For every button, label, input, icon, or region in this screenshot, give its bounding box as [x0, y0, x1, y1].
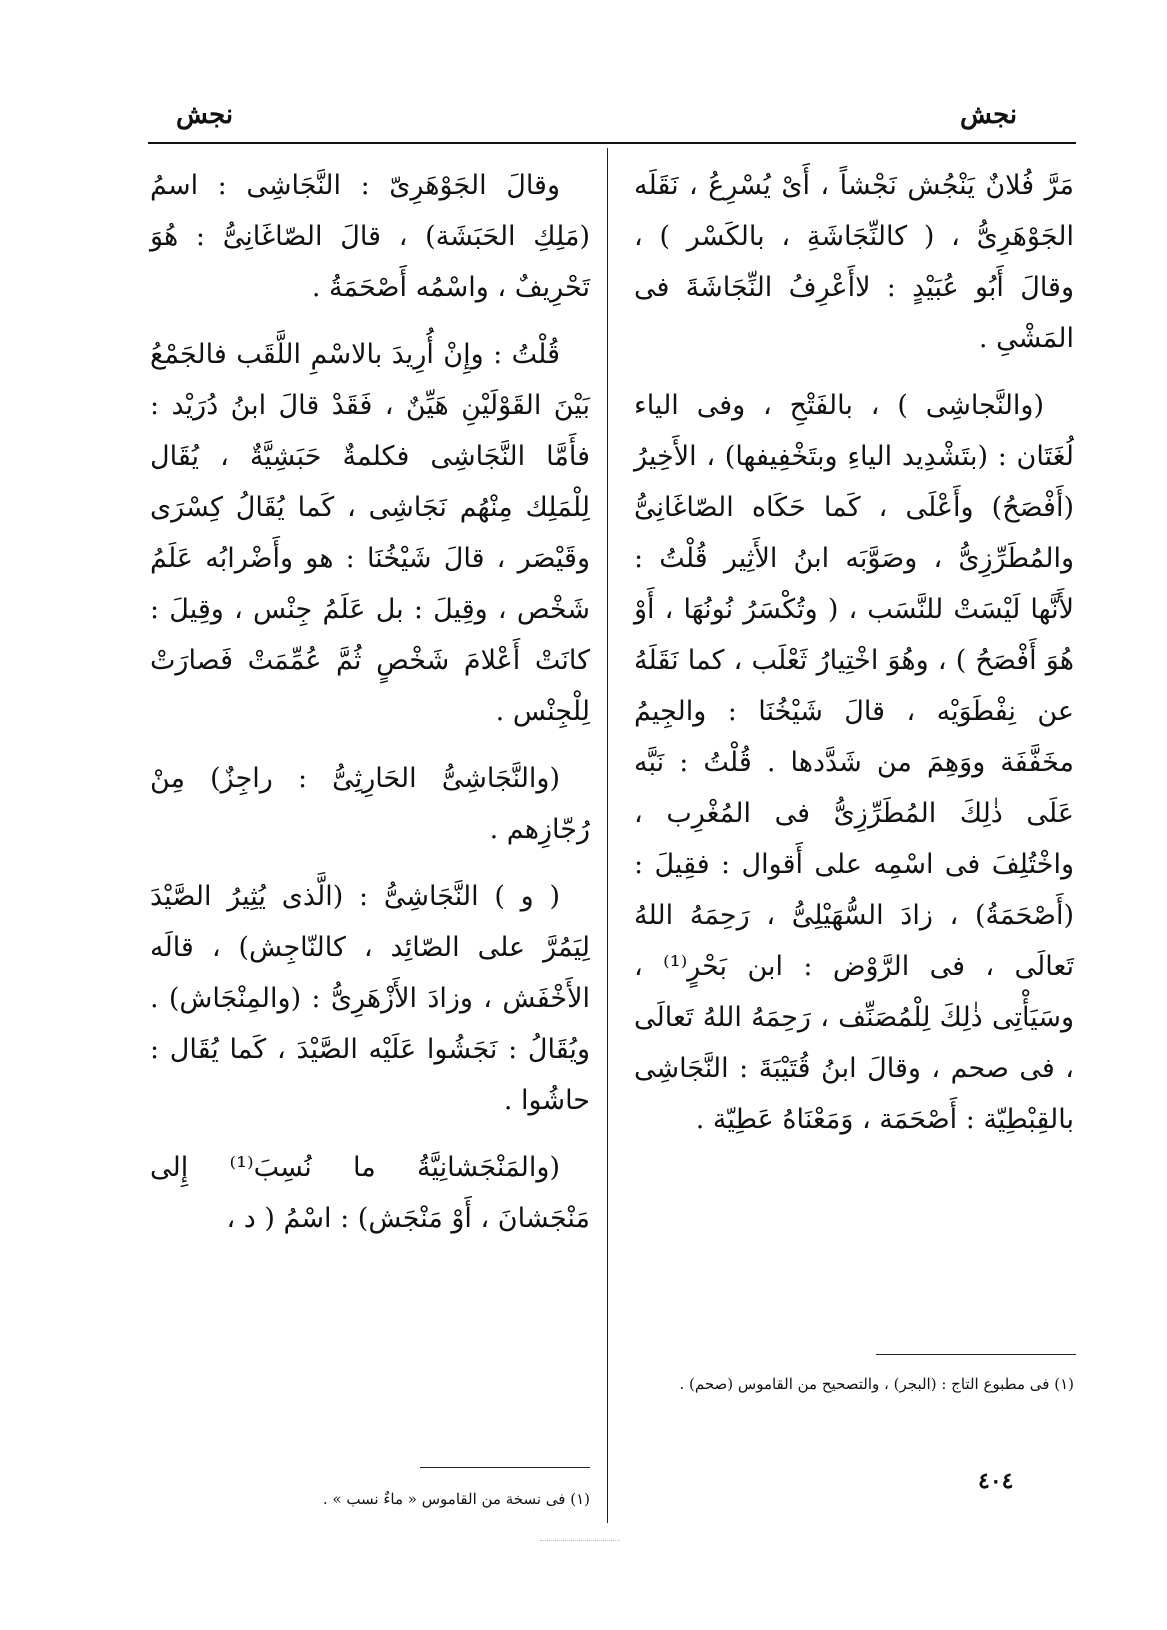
right-paragraph-2: (والنَّجاشِى ) ، بالفَتْحِ ، وفى الياء لُغَتَان : (بتَشْدِيد الياءِ وبتَخْفِيفها) ، الأَخِيرُ (أَفْصَحُ) وأَعْلَى ، كَما حَكَاه الصّاغَانِىُّ والمُطَرِّزِىُّ ، وصَوَّبَه ابنُ الأَثِير قُلْتُ : لأَنَّها لَيْسَتْ للنَّسَب ، ( وتُكْسَرُ نُونُهَا ، أَوْ هُوَ أَفْصَحُ ) ، وهُوَ اخْتِيارُ ثَعْلَب ، كما نَقَلَهُ عن نِفْطَوَيْه ، قالَ شَيْخُنَا : والجِيمُ مخَفَّفَة ووَهِمَ من شَدَّدها . قُلْتُ : نَبَّه عَلَى ذٰلِكَ المُطَرِّزِىُّ فى المُغْرِب ، واخْتُلِفَ فى اسْمِه على أَقوال : فقِيلَ : (أَصْحَمَةُ) ، زادَ السُّهَيْلِىُّ ، رَحِمَهُ اللهُ تَعالَى ، فى الرَّوْض : ابن بَحْرٍ⁽¹⁾ ، وسَيَأْتِى ذٰلِكَ لِلْمُصَنِّف ، رَحِمَهُ اللهُ تَعالَى ، فى صحم ، وقالَ ابنُ قُتَيْبَةَ : النَّجَاشِى بالقِبْطِيّة : أَصْحَمَة ، وَمَعْنَاهُ عَطِيّة . [634, 390, 1074, 1135]
left-column [150, 160, 590, 1260]
footnote-rule-right [876, 1354, 1076, 1355]
page-number: ٤٠٤ [978, 1468, 1014, 1494]
footnote-right: (١) فى مطبوع التاج : (البجر) ، والتصحيح من القاموس (صحم) . [679, 1375, 1074, 1393]
scan-artifact [540, 1540, 620, 1541]
header-rule [148, 142, 1076, 144]
right-column [634, 160, 1074, 1161]
right-paragraph-1: مَرَّ فُلانٌ يَنْجُش نَجْشاً ، أَىْ يُسْرِعُ ، نَقَلَه الجَوْهَرِىُّ ، ( كالنِّجَاشَةِ ، بالكَسْر ) ، وقالَ أَبُو عُبَيْدٍ : لاأَعْرِفُ النِّجَاشَةَ فى المَشْىِ . [634, 170, 1074, 354]
left-paragraph-2: قُلْتُ : وإِنْ أُرِيدَ بالاسْمِ اللَّقَب فالجَمْعُ بَيْنَ القَوْلَيْنِ هَيِّنٌ ، فَقَدْ قالَ ابنُ دُرَيْد : فأَمَّا النَّجَاشِى فكلمةٌ حَبَشِيَّةٌ ، يُقَال لِلْمَلِك مِنْهُم نَجَاشِى ، كَما يُقَالُ كِسْرَى وقَيْصَر ، قالَ شَيْخُنَا : هو وأَضْرابُه عَلَمُ شَخْص ، وقِيلَ : بل عَلَمُ جِنْس ، وقِيلَ : كانَتْ أَعْلامَ شَخْصٍ ثُمَّ عُمِّمَتْ فَصارَتْ لِلْجِنْس . [150, 339, 590, 727]
running-header-right: نجش [960, 100, 1018, 130]
running-header-left: نجش [176, 100, 234, 130]
left-paragraph-4: ( و ) النَّجَاشِىُّ : (الَّذى يُثِيرُ الصَّيْدَ لِيَمُرَّ على الصّائِد ، كالنّاجِش) ، قالَه الأَخْفَش ، وزادَ الأَزْهَرِىُّ : (والمِنْجَاش) . ويُقَالُ : نَجَشُوا عَلَيْه الصَّيْدَ ، كَما يُقَال : حاشُوا . [150, 881, 590, 1116]
left-paragraph-5: (والمَنْجَشانِيَّةُ ما نُسِبَ⁽¹⁾ إِلى مَنْجَشانَ ، أَوْ مَنْجَش) : اسْمُ ( د ، [150, 1152, 590, 1234]
column-divider [607, 148, 608, 1523]
left-paragraph-3: (والنَّجَاشِىُّ الحَارِثِىُّ : راجِزٌ) مِنْ رُجّازِهم . [150, 763, 590, 845]
footnote-left: (١) فى نسخة من القاموس « ماءٌ نسب » . [322, 1490, 590, 1508]
footnote-rule-left [420, 1467, 590, 1468]
left-paragraph-1: وقالَ الجَوْهَرِىّ : النَّجَاشِى : اسمُ (مَلِكِ الحَبَشَة) ، قالَ الصّاغَانِىُّ : هُوَ تَحْرِيفٌ ، واسْمُه أَصْحَمَةُ . [150, 170, 590, 303]
